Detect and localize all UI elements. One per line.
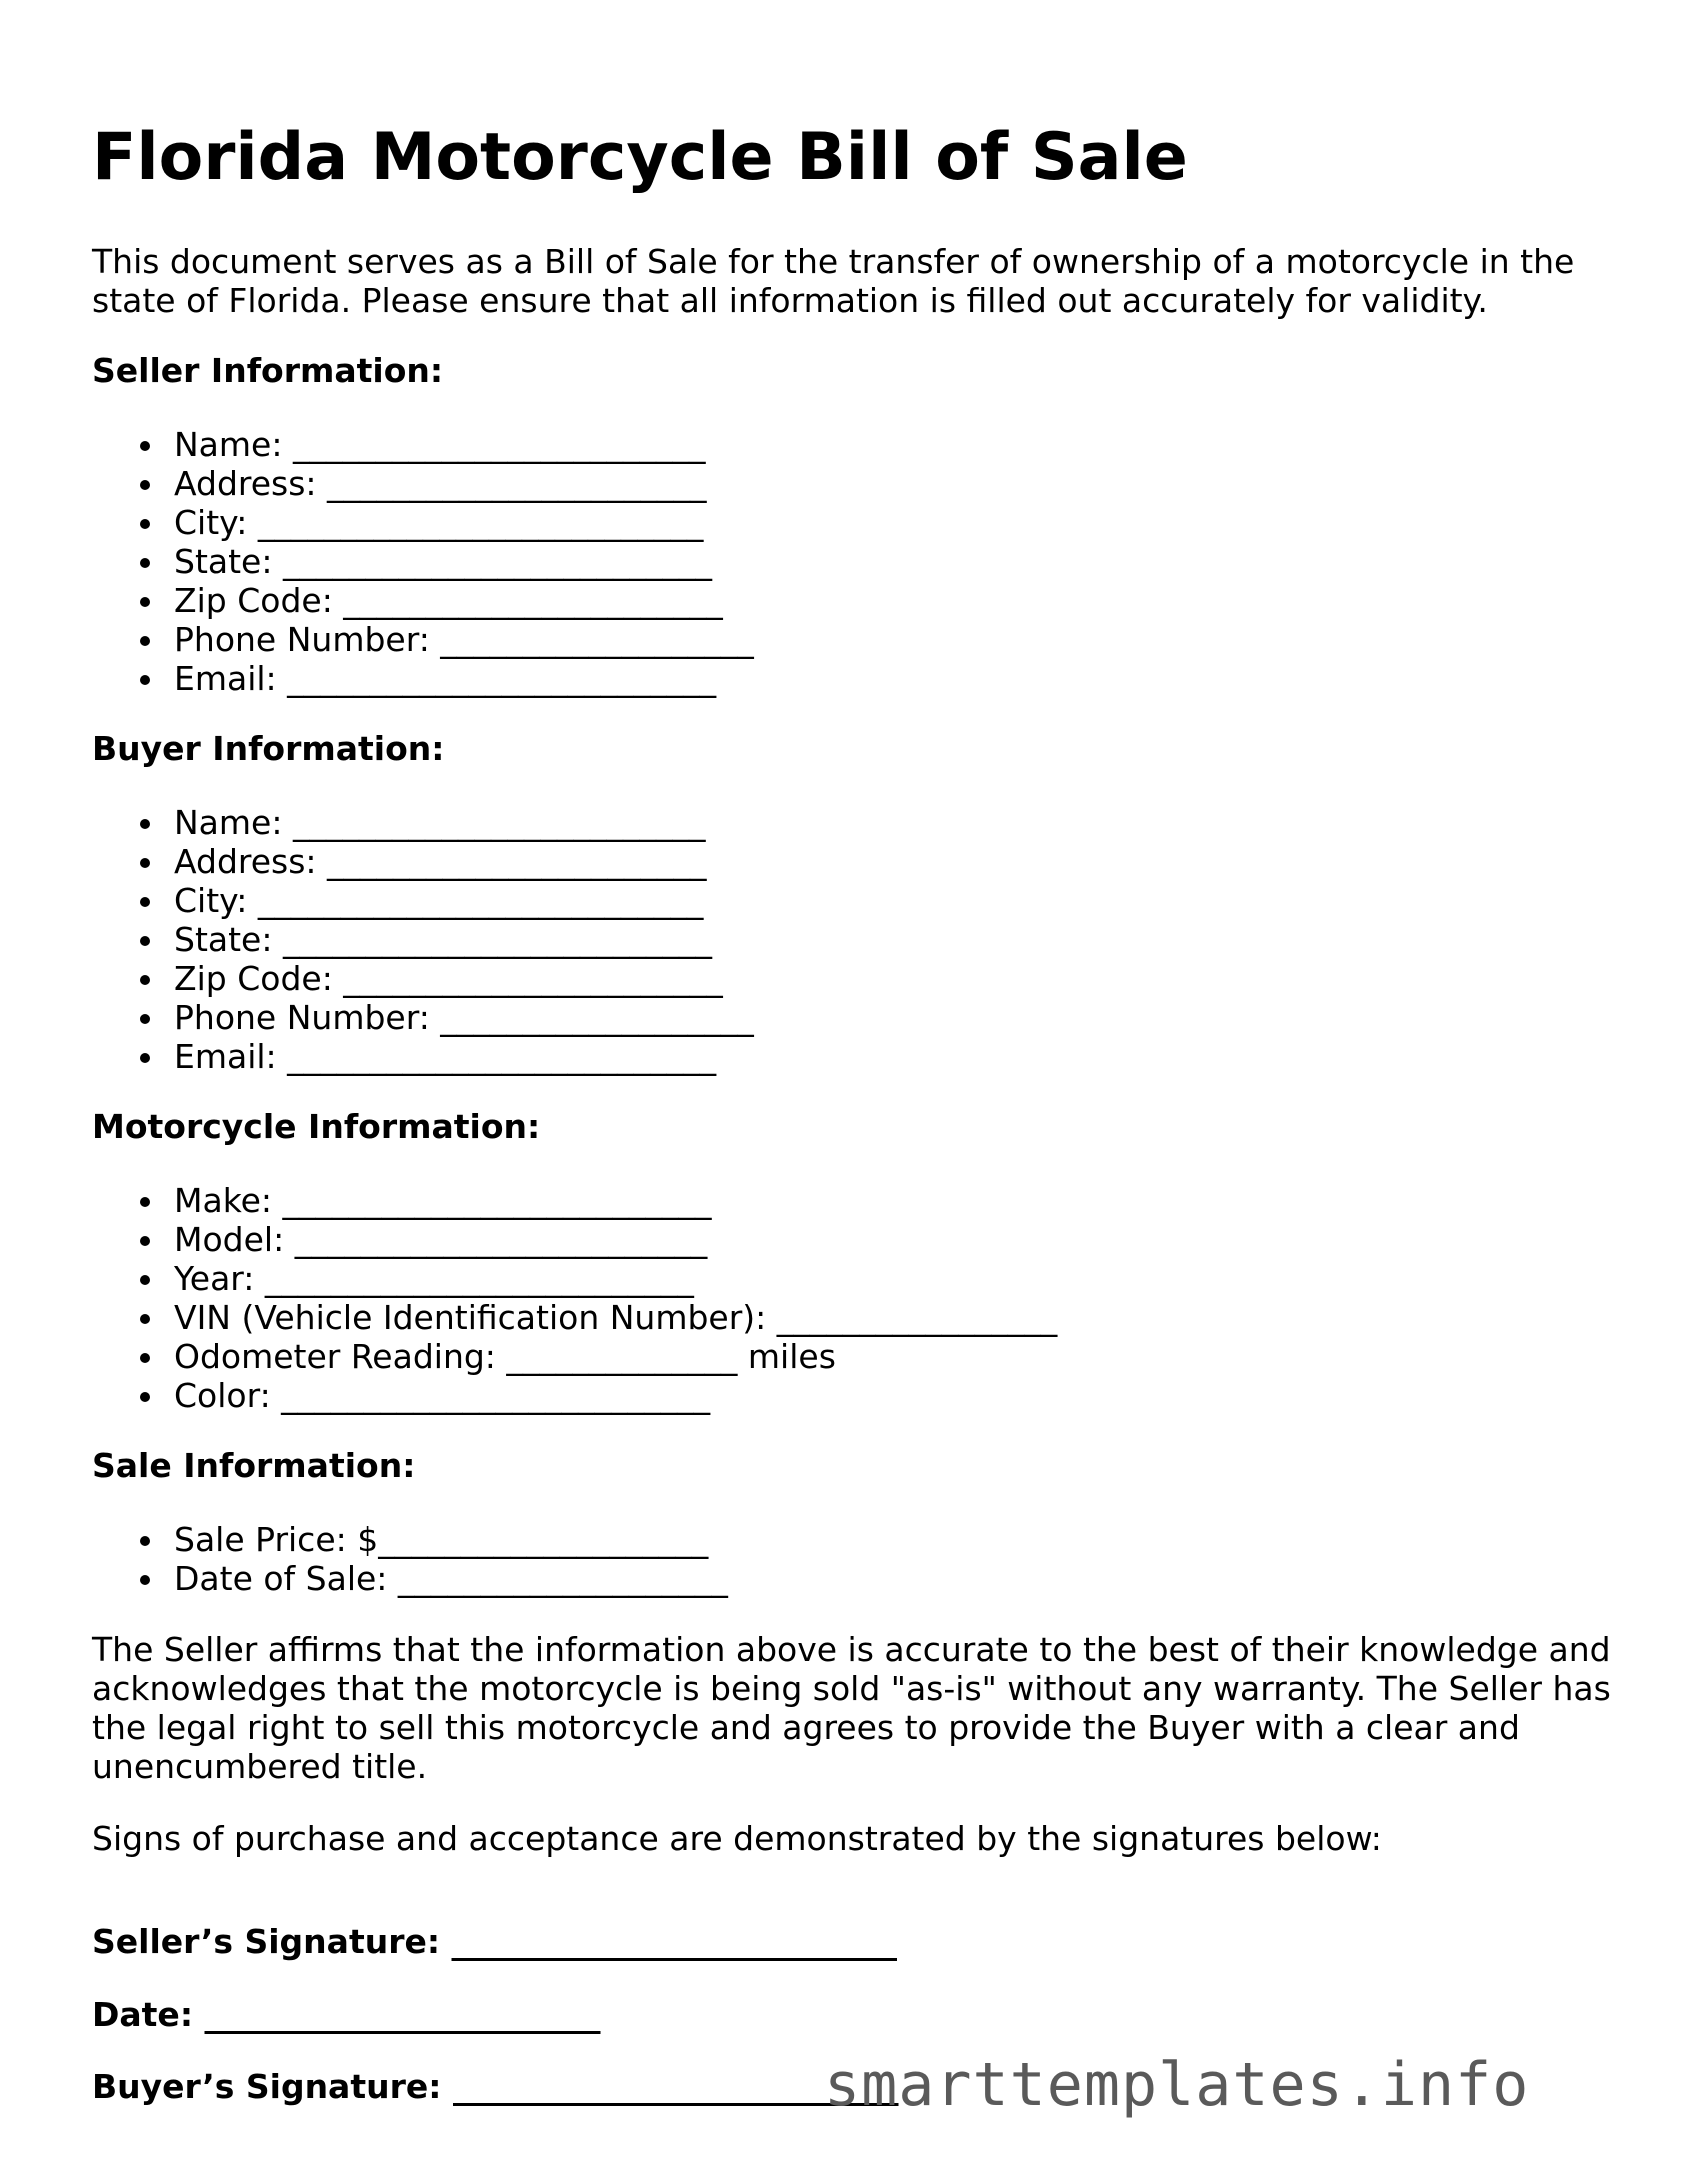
signature-date-line[interactable]: Date: ________________________ — [92, 1995, 601, 2034]
buyer-email-field[interactable]: Email: __________________________ — [92, 1037, 754, 1076]
bullet-icon — [140, 1275, 150, 1285]
seller-section-heading: Seller Information: — [92, 351, 444, 390]
bullet-icon — [140, 1014, 150, 1024]
motorcycle-field-list — [92, 1181, 1057, 1415]
bullet-icon — [140, 441, 150, 451]
bullet-icon — [140, 480, 150, 490]
bullet-icon — [140, 1575, 150, 1585]
seller-name-field[interactable]: Name: _________________________ — [92, 425, 754, 464]
bullet-icon — [140, 1197, 150, 1207]
motorcycle-vin-field[interactable]: VIN (Vehicle Identification Number): _________________ — [92, 1298, 1057, 1337]
sale-field-list — [92, 1520, 728, 1598]
seller-field-list — [92, 425, 754, 698]
seller-city-field[interactable]: City: ___________________________ — [92, 503, 754, 542]
bullet-icon — [140, 519, 150, 529]
signs-statement: Signs of purchase and acceptance are demonstrated by the signatures below: — [92, 1819, 1382, 1858]
bullet-icon — [140, 1353, 150, 1363]
bullet-icon — [140, 636, 150, 646]
bullet-icon — [140, 1314, 150, 1324]
bullet-icon — [140, 936, 150, 946]
seller-zip-field[interactable]: Zip Code: _______________________ — [92, 581, 754, 620]
buyer-section-heading: Buyer Information: — [92, 729, 445, 768]
buyer-zip-field[interactable]: Zip Code: _______________________ — [92, 959, 754, 998]
buyer-city-field[interactable]: City: ___________________________ — [92, 881, 754, 920]
bullet-icon — [140, 675, 150, 685]
bullet-icon — [140, 1236, 150, 1246]
bullet-icon — [140, 897, 150, 907]
affirmation-paragraph: The Seller affirms that the information above is accurate to the best of their knowledge and acknowledges that the motorcycle is being sold "as-is" without any warranty. The Seller has the legal right to sell this motorcycle and agrees to provide the Buyer with a clear and unencumbered title. — [92, 1630, 1611, 1786]
bullet-icon — [140, 975, 150, 985]
seller-phone-field[interactable]: Phone Number: ___________________ — [92, 620, 754, 659]
motorcycle-model-field[interactable]: Model: _________________________ — [92, 1220, 1057, 1259]
sale-price-field[interactable]: Sale Price: $____________________ — [92, 1520, 728, 1559]
motorcycle-make-field[interactable]: Make: __________________________ — [92, 1181, 1057, 1220]
bullet-icon — [140, 1536, 150, 1546]
seller-signature-line[interactable]: Seller’s Signature: ___________________________ — [92, 1922, 898, 1961]
bullet-icon — [140, 819, 150, 829]
motorcycle-section-heading: Motorcycle Information: — [92, 1107, 541, 1146]
seller-email-field[interactable]: Email: __________________________ — [92, 659, 754, 698]
watermark-text: smarttemplates.info — [824, 2050, 1530, 2120]
bullet-icon — [140, 597, 150, 607]
seller-state-field[interactable]: State: __________________________ — [92, 542, 754, 581]
document-title: Florida Motorcycle Bill of Sale — [92, 120, 1188, 195]
buyer-signature-line[interactable]: Buyer’s Signature: ___________________________ — [92, 2067, 899, 2106]
bullet-icon — [140, 858, 150, 868]
bullet-icon — [140, 1392, 150, 1402]
motorcycle-year-field[interactable]: Year: __________________________ — [92, 1259, 1057, 1298]
buyer-field-list — [92, 803, 754, 1076]
motorcycle-odometer-field[interactable]: Odometer Reading: ______________ miles — [92, 1337, 1057, 1376]
sale-section-heading: Sale Information: — [92, 1446, 416, 1485]
buyer-state-field[interactable]: State: __________________________ — [92, 920, 754, 959]
bullet-icon — [140, 1053, 150, 1063]
buyer-name-field[interactable]: Name: _________________________ — [92, 803, 754, 842]
sale-date-field[interactable]: Date of Sale: ____________________ — [92, 1559, 728, 1598]
seller-address-field[interactable]: Address: _______________________ — [92, 464, 754, 503]
bullet-icon — [140, 558, 150, 568]
buyer-phone-field[interactable]: Phone Number: ___________________ — [92, 998, 754, 1037]
motorcycle-color-field[interactable]: Color: __________________________ — [92, 1376, 1057, 1415]
buyer-address-field[interactable]: Address: _______________________ — [92, 842, 754, 881]
intro-paragraph: This document serves as a Bill of Sale for the transfer of ownership of a motorcycle in the state of Florida. Please ensure that all information is filled out accurately for validity. — [92, 242, 1575, 320]
